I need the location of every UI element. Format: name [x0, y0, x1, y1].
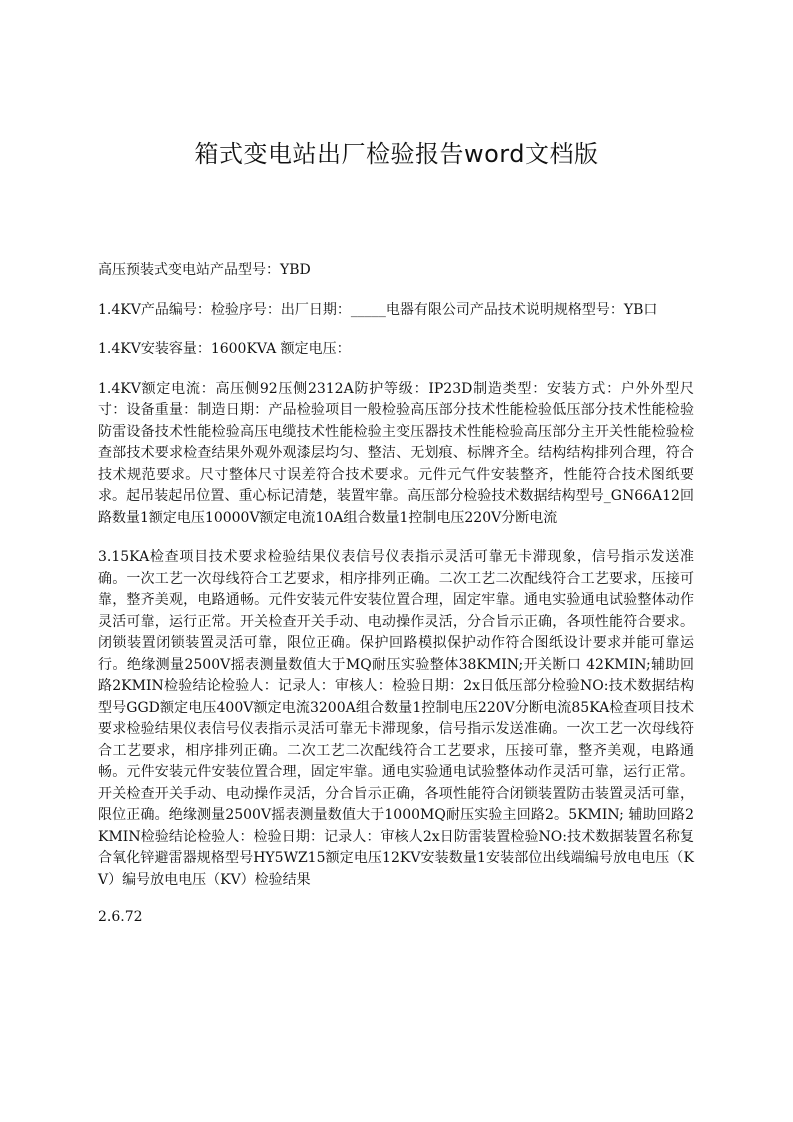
paragraph-low-voltage-inspection: 3.15KA检查项目技术要求检验结果仪表信号仪表指示灵活可靠无卡滞现象，信号指示发送准确。一次工艺一次母线符合工艺要求，相序排列正确。二次工艺二次配线符合工艺要求，压接可靠，整齐美观，电路通畅。元件安装元件安装位置合理，固定牢靠。通电实验通电试验整体动作灵活可靠，运行正常。开关检查开关手动、电动操作灵活，分合旨示正确，各项性能符合要求。闭锁装置闭锁装置灵活可靠，限位正确。保护回路模拟保护动作符合图纸设计要求并能可靠运行。绝缘测量2500V摇表测量数值大于MQ耐压实验整体38KMIN;开关断口 42KMIN;辅助回路2KMIN检验结论检验人：记录人：审核人：检验日期：2x日低压部分检验NO:技术数据结构型号GGD额定电压400V额定电流3200A组合数量1控制电压220V分断电流85KA检查项目技术要求检验结果仪表信号仪表指示灵活可靠无卡滞现象，信号指示发送准确。一次工艺一次母线符合工艺要求，相序排列正确。二次工艺二次配线符合工艺要求，压接可靠，整齐美观，电路通畅。元件安装元件安装位置合理，固定牢靠。通电实验通电试验整体动作灵活可靠，运行正常。开关检查开关手动、电动操作灵活，分合旨示正确，各项性能符合闭锁装置防击装置灵活可靠，限位正确。绝缘测量2500V摇表测量数值大于1000MQ耐压实验主回路2。5KMIN; 辅助回路2KMIN检验结论检验人：检验日期：记录人：审核人2x日防雷装置检验NO:技术数据装置名称复合氧化锌避雷器规格型号HY5WZ15额定电压12KV安装数量1安装部位出线端编号放电电压（KV）编号放电电压（KV）检验结果: [98, 549, 694, 888]
document-title: 箱式变电站出厂检验报告word文档版: [194, 140, 599, 168]
paragraph-page-ref: 2.6.72: [98, 909, 143, 925]
paragraph-capacity: 1.4KV安装容量：1600KVA 额定电压：: [98, 341, 351, 357]
paragraph-product-number: 1.4KV产品编号：检验序号：出厂日期：_____电器有限公司产品技术说明规格型号：YB口: [98, 301, 658, 318]
paragraph-high-voltage-inspection: 1.4KV额定电流：高压侧92压侧2312A防护等级：IP23D制造类型：安装方式：户外外型尺寸：设备重量：制造日期：产品检验项目一般检验高压部分技术性能检验低压部分技术性能检验防雷设备技术性能检验高压电缆技术性能检验主变压器技术性能检验高压部分主开关性能检验检查部技术要求检查结果外观外观漆层均匀、整洁、无划痕、标牌齐全。结构结构排列合理，符合技术规范要求。尺寸整体尺寸误差符合技术要求。元件元气件安装整齐，性能符合技术图纸要求。起吊装起吊位置、重心标记清楚，装置牢靠。高压部分检验技术数据结构型号_GN66A12回路数量1额定电压10000V额定电流10A组合数量1控制电压220V分断电流: [98, 380, 694, 526]
paragraph-product-model: 高压预装式变电站产品型号：YBD: [98, 262, 311, 278]
document-body: [98, 260, 694, 947]
